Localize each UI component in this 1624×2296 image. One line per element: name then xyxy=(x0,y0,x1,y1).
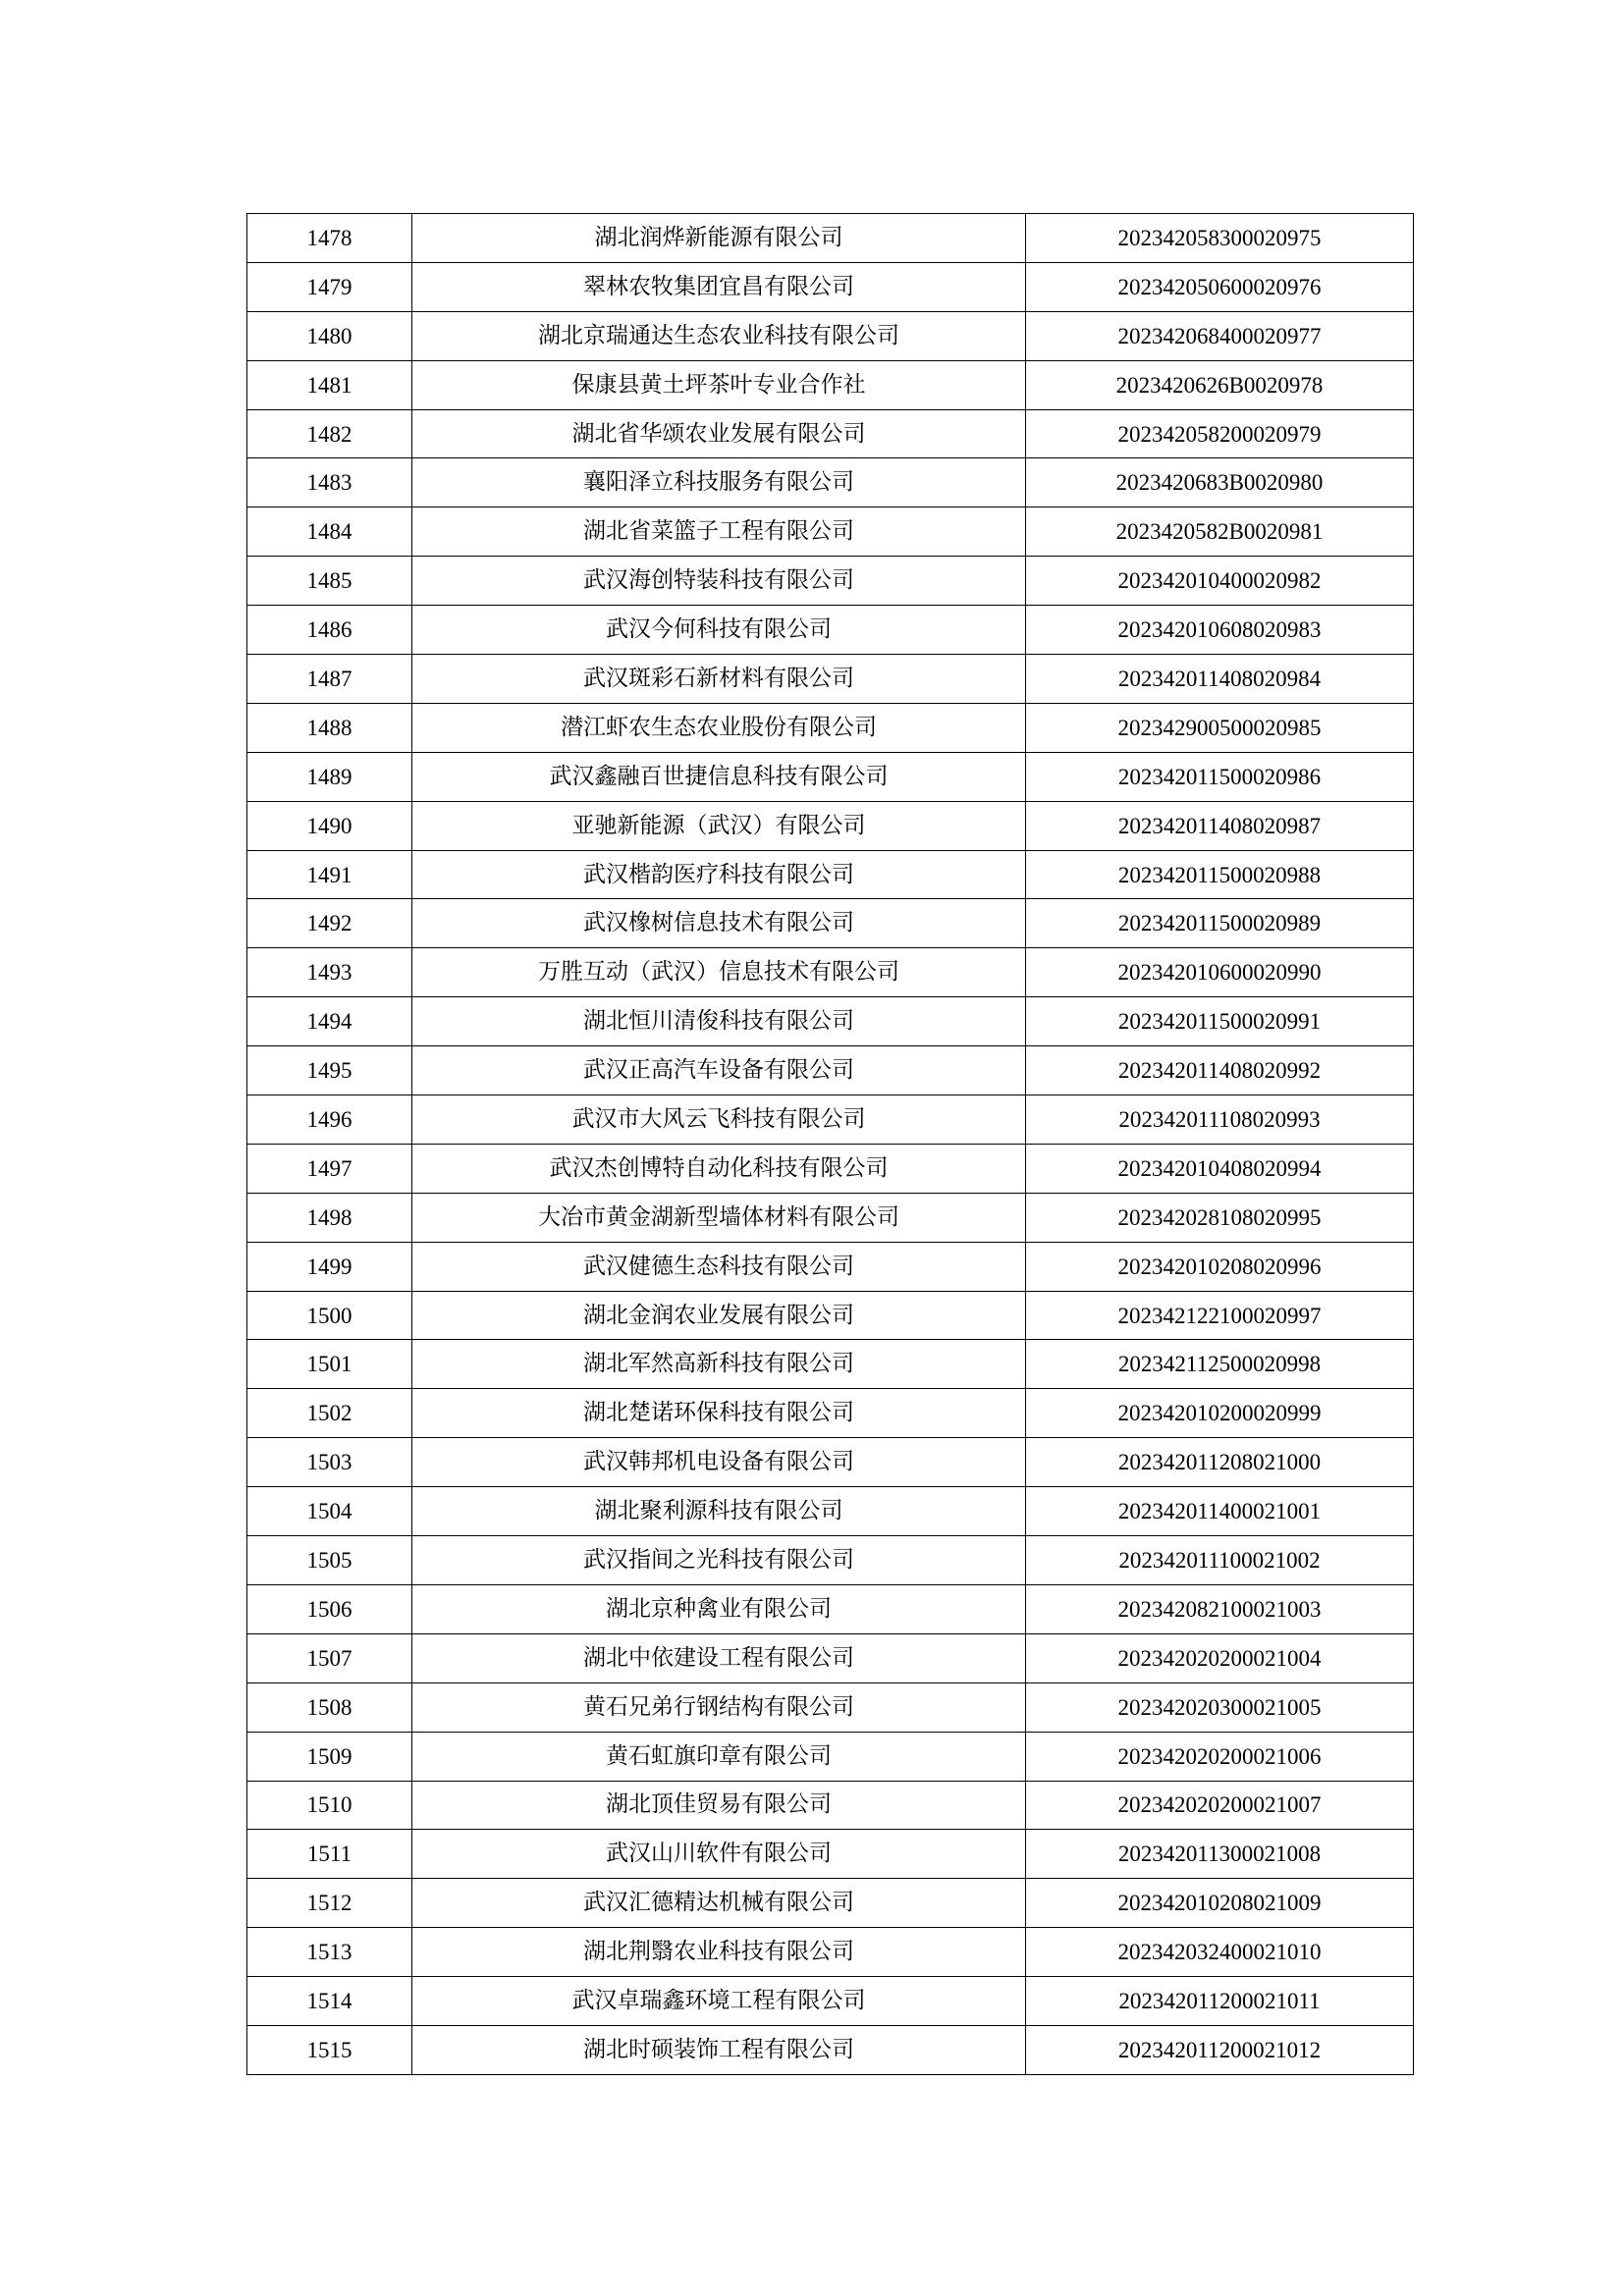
company-name: 湖北军然高新科技有限公司 xyxy=(412,1340,1026,1389)
company-name: 黄石虹旗印章有限公司 xyxy=(412,1732,1026,1781)
row-index: 1515 xyxy=(247,2025,412,2074)
table-row xyxy=(247,1879,1414,1928)
table-row xyxy=(247,997,1414,1046)
row-index: 1510 xyxy=(247,1781,412,1830)
company-name: 武汉卓瑞鑫环境工程有限公司 xyxy=(412,1977,1026,2026)
row-index: 1503 xyxy=(247,1438,412,1487)
company-name: 潜江虾农生态农业股份有限公司 xyxy=(412,703,1026,752)
company-table xyxy=(246,213,1414,2075)
registration-code: 202342010400020982 xyxy=(1026,557,1414,606)
registration-code: 202342010200020999 xyxy=(1026,1389,1414,1438)
row-index: 1493 xyxy=(247,948,412,997)
company-name: 湖北恒川清俊科技有限公司 xyxy=(412,997,1026,1046)
registration-code: 202342020300021005 xyxy=(1026,1682,1414,1732)
registration-code: 2023420626B0020978 xyxy=(1026,360,1414,409)
company-name: 湖北京种禽业有限公司 xyxy=(412,1584,1026,1633)
row-index: 1486 xyxy=(247,606,412,655)
company-name: 黄石兄弟行钢结构有限公司 xyxy=(412,1682,1026,1732)
row-index: 1497 xyxy=(247,1144,412,1193)
row-index: 1484 xyxy=(247,507,412,557)
company-name: 武汉韩邦机电设备有限公司 xyxy=(412,1438,1026,1487)
row-index: 1481 xyxy=(247,360,412,409)
row-index: 1498 xyxy=(247,1193,412,1242)
company-name: 武汉杰创博特自动化科技有限公司 xyxy=(412,1144,1026,1193)
company-name: 武汉正高汽车设备有限公司 xyxy=(412,1046,1026,1095)
company-name: 湖北金润农业发展有限公司 xyxy=(412,1291,1026,1340)
company-name: 保康县黄土坪茶叶专业合作社 xyxy=(412,360,1026,409)
registration-code: 202342082100021003 xyxy=(1026,1584,1414,1633)
company-name: 武汉楷韵医疗科技有限公司 xyxy=(412,850,1026,899)
table-row xyxy=(247,899,1414,948)
company-name: 湖北省华颂农业发展有限公司 xyxy=(412,409,1026,458)
company-name: 湖北京瑞通达生态农业科技有限公司 xyxy=(412,311,1026,360)
table-row xyxy=(247,850,1414,899)
registration-code: 202342068400020977 xyxy=(1026,311,1414,360)
row-index: 1509 xyxy=(247,1732,412,1781)
row-index: 1501 xyxy=(247,1340,412,1389)
row-index: 1508 xyxy=(247,1682,412,1732)
row-index: 1480 xyxy=(247,311,412,360)
row-index: 1505 xyxy=(247,1536,412,1585)
registration-code: 202342011400021001 xyxy=(1026,1487,1414,1536)
table-row xyxy=(247,1781,1414,1830)
row-index: 1487 xyxy=(247,655,412,704)
table-row xyxy=(247,311,1414,360)
row-index: 1494 xyxy=(247,997,412,1046)
table-row xyxy=(247,1536,1414,1585)
row-index: 1502 xyxy=(247,1389,412,1438)
registration-code: 202342020200021006 xyxy=(1026,1732,1414,1781)
registration-code: 202342010600020990 xyxy=(1026,948,1414,997)
row-index: 1506 xyxy=(247,1584,412,1633)
table-row xyxy=(247,1732,1414,1781)
row-index: 1491 xyxy=(247,850,412,899)
table-row xyxy=(247,1977,1414,2026)
table-row xyxy=(247,262,1414,311)
table-row xyxy=(247,1633,1414,1682)
registration-code: 2023420683B0020980 xyxy=(1026,458,1414,507)
table-row xyxy=(247,1046,1414,1095)
registration-code: 202342011408020992 xyxy=(1026,1046,1414,1095)
table-row xyxy=(247,1830,1414,1879)
registration-code: 202342011300021008 xyxy=(1026,1830,1414,1879)
row-index: 1482 xyxy=(247,409,412,458)
table-row xyxy=(247,458,1414,507)
registration-code: 202342011500020986 xyxy=(1026,752,1414,801)
table-row xyxy=(247,1242,1414,1291)
registration-code: 202342011408020987 xyxy=(1026,801,1414,850)
table-row xyxy=(247,1487,1414,1536)
table-row xyxy=(247,1928,1414,1977)
row-index: 1504 xyxy=(247,1487,412,1536)
table-row xyxy=(247,1682,1414,1732)
row-index: 1478 xyxy=(247,214,412,263)
company-name: 武汉健德生态科技有限公司 xyxy=(412,1242,1026,1291)
registration-code: 202342011408020984 xyxy=(1026,655,1414,704)
table-row xyxy=(247,507,1414,557)
table-row xyxy=(247,2025,1414,2074)
table-row xyxy=(247,655,1414,704)
company-name: 武汉市大风云飞科技有限公司 xyxy=(412,1095,1026,1145)
company-name: 武汉斑彩石新材料有限公司 xyxy=(412,655,1026,704)
company-name: 武汉海创特装科技有限公司 xyxy=(412,557,1026,606)
table-row xyxy=(247,214,1414,263)
company-name: 亚驰新能源（武汉）有限公司 xyxy=(412,801,1026,850)
table-row xyxy=(247,1193,1414,1242)
company-name: 湖北楚诺环保科技有限公司 xyxy=(412,1389,1026,1438)
row-index: 1489 xyxy=(247,752,412,801)
registration-code: 202342020200021007 xyxy=(1026,1781,1414,1830)
row-index: 1492 xyxy=(247,899,412,948)
company-name: 湖北顶佳贸易有限公司 xyxy=(412,1781,1026,1830)
table-row xyxy=(247,948,1414,997)
table-row xyxy=(247,1389,1414,1438)
table-row xyxy=(247,752,1414,801)
registration-code: 202342011500020989 xyxy=(1026,899,1414,948)
row-index: 1511 xyxy=(247,1830,412,1879)
row-index: 1495 xyxy=(247,1046,412,1095)
registration-code: 202342122100020997 xyxy=(1026,1291,1414,1340)
registration-code: 2023420582B0020981 xyxy=(1026,507,1414,557)
company-name: 湖北时硕装饰工程有限公司 xyxy=(412,2025,1026,2074)
company-name: 大冶市黄金湖新型墙体材料有限公司 xyxy=(412,1193,1026,1242)
registration-code: 202342010208021009 xyxy=(1026,1879,1414,1928)
registration-code: 202342028108020995 xyxy=(1026,1193,1414,1242)
table-row xyxy=(247,703,1414,752)
table-row xyxy=(247,606,1414,655)
company-name: 武汉指间之光科技有限公司 xyxy=(412,1536,1026,1585)
table-row xyxy=(247,360,1414,409)
company-name: 湖北聚利源科技有限公司 xyxy=(412,1487,1026,1536)
company-name: 武汉山川软件有限公司 xyxy=(412,1830,1026,1879)
registration-code: 202342011500020991 xyxy=(1026,997,1414,1046)
row-index: 1507 xyxy=(247,1633,412,1682)
registration-code: 202342900500020985 xyxy=(1026,703,1414,752)
company-name: 武汉鑫融百世捷信息科技有限公司 xyxy=(412,752,1026,801)
row-index: 1488 xyxy=(247,703,412,752)
registration-code: 202342010608020983 xyxy=(1026,606,1414,655)
row-index: 1512 xyxy=(247,1879,412,1928)
registration-code: 202342020200021004 xyxy=(1026,1633,1414,1682)
table-row xyxy=(247,1144,1414,1193)
company-name: 湖北省菜篮子工程有限公司 xyxy=(412,507,1026,557)
company-name: 武汉橡树信息技术有限公司 xyxy=(412,899,1026,948)
registration-code: 202342032400021010 xyxy=(1026,1928,1414,1977)
registration-code: 202342011200021012 xyxy=(1026,2025,1414,2074)
table-body xyxy=(247,214,1414,2075)
table-row xyxy=(247,557,1414,606)
table-row xyxy=(247,1438,1414,1487)
table-row xyxy=(247,1095,1414,1145)
company-name: 翠林农牧集团宜昌有限公司 xyxy=(412,262,1026,311)
registration-code: 202342011208021000 xyxy=(1026,1438,1414,1487)
registration-code: 202342112500020998 xyxy=(1026,1340,1414,1389)
table-row xyxy=(247,1584,1414,1633)
table-row xyxy=(247,1291,1414,1340)
table-row xyxy=(247,1340,1414,1389)
row-index: 1483 xyxy=(247,458,412,507)
registration-code: 202342050600020976 xyxy=(1026,262,1414,311)
registration-code: 202342010408020994 xyxy=(1026,1144,1414,1193)
row-index: 1479 xyxy=(247,262,412,311)
company-name: 湖北中依建设工程有限公司 xyxy=(412,1633,1026,1682)
row-index: 1496 xyxy=(247,1095,412,1145)
company-name: 湖北荆翳农业科技有限公司 xyxy=(412,1928,1026,1977)
company-name: 武汉汇德精达机械有限公司 xyxy=(412,1879,1026,1928)
company-name: 湖北润烨新能源有限公司 xyxy=(412,214,1026,263)
registration-code: 202342058300020975 xyxy=(1026,214,1414,263)
company-name: 襄阳泽立科技服务有限公司 xyxy=(412,458,1026,507)
company-name: 武汉今何科技有限公司 xyxy=(412,606,1026,655)
company-name: 万胜互动（武汉）信息技术有限公司 xyxy=(412,948,1026,997)
table-row xyxy=(247,409,1414,458)
row-index: 1514 xyxy=(247,1977,412,2026)
registration-code: 202342011500020988 xyxy=(1026,850,1414,899)
table-row xyxy=(247,801,1414,850)
registration-code: 202342011200021011 xyxy=(1026,1977,1414,2026)
registration-code: 202342010208020996 xyxy=(1026,1242,1414,1291)
row-index: 1513 xyxy=(247,1928,412,1977)
row-index: 1500 xyxy=(247,1291,412,1340)
registration-code: 202342011108020993 xyxy=(1026,1095,1414,1145)
registration-code: 202342058200020979 xyxy=(1026,409,1414,458)
row-index: 1490 xyxy=(247,801,412,850)
row-index: 1499 xyxy=(247,1242,412,1291)
row-index: 1485 xyxy=(247,557,412,606)
registration-code: 202342011100021002 xyxy=(1026,1536,1414,1585)
